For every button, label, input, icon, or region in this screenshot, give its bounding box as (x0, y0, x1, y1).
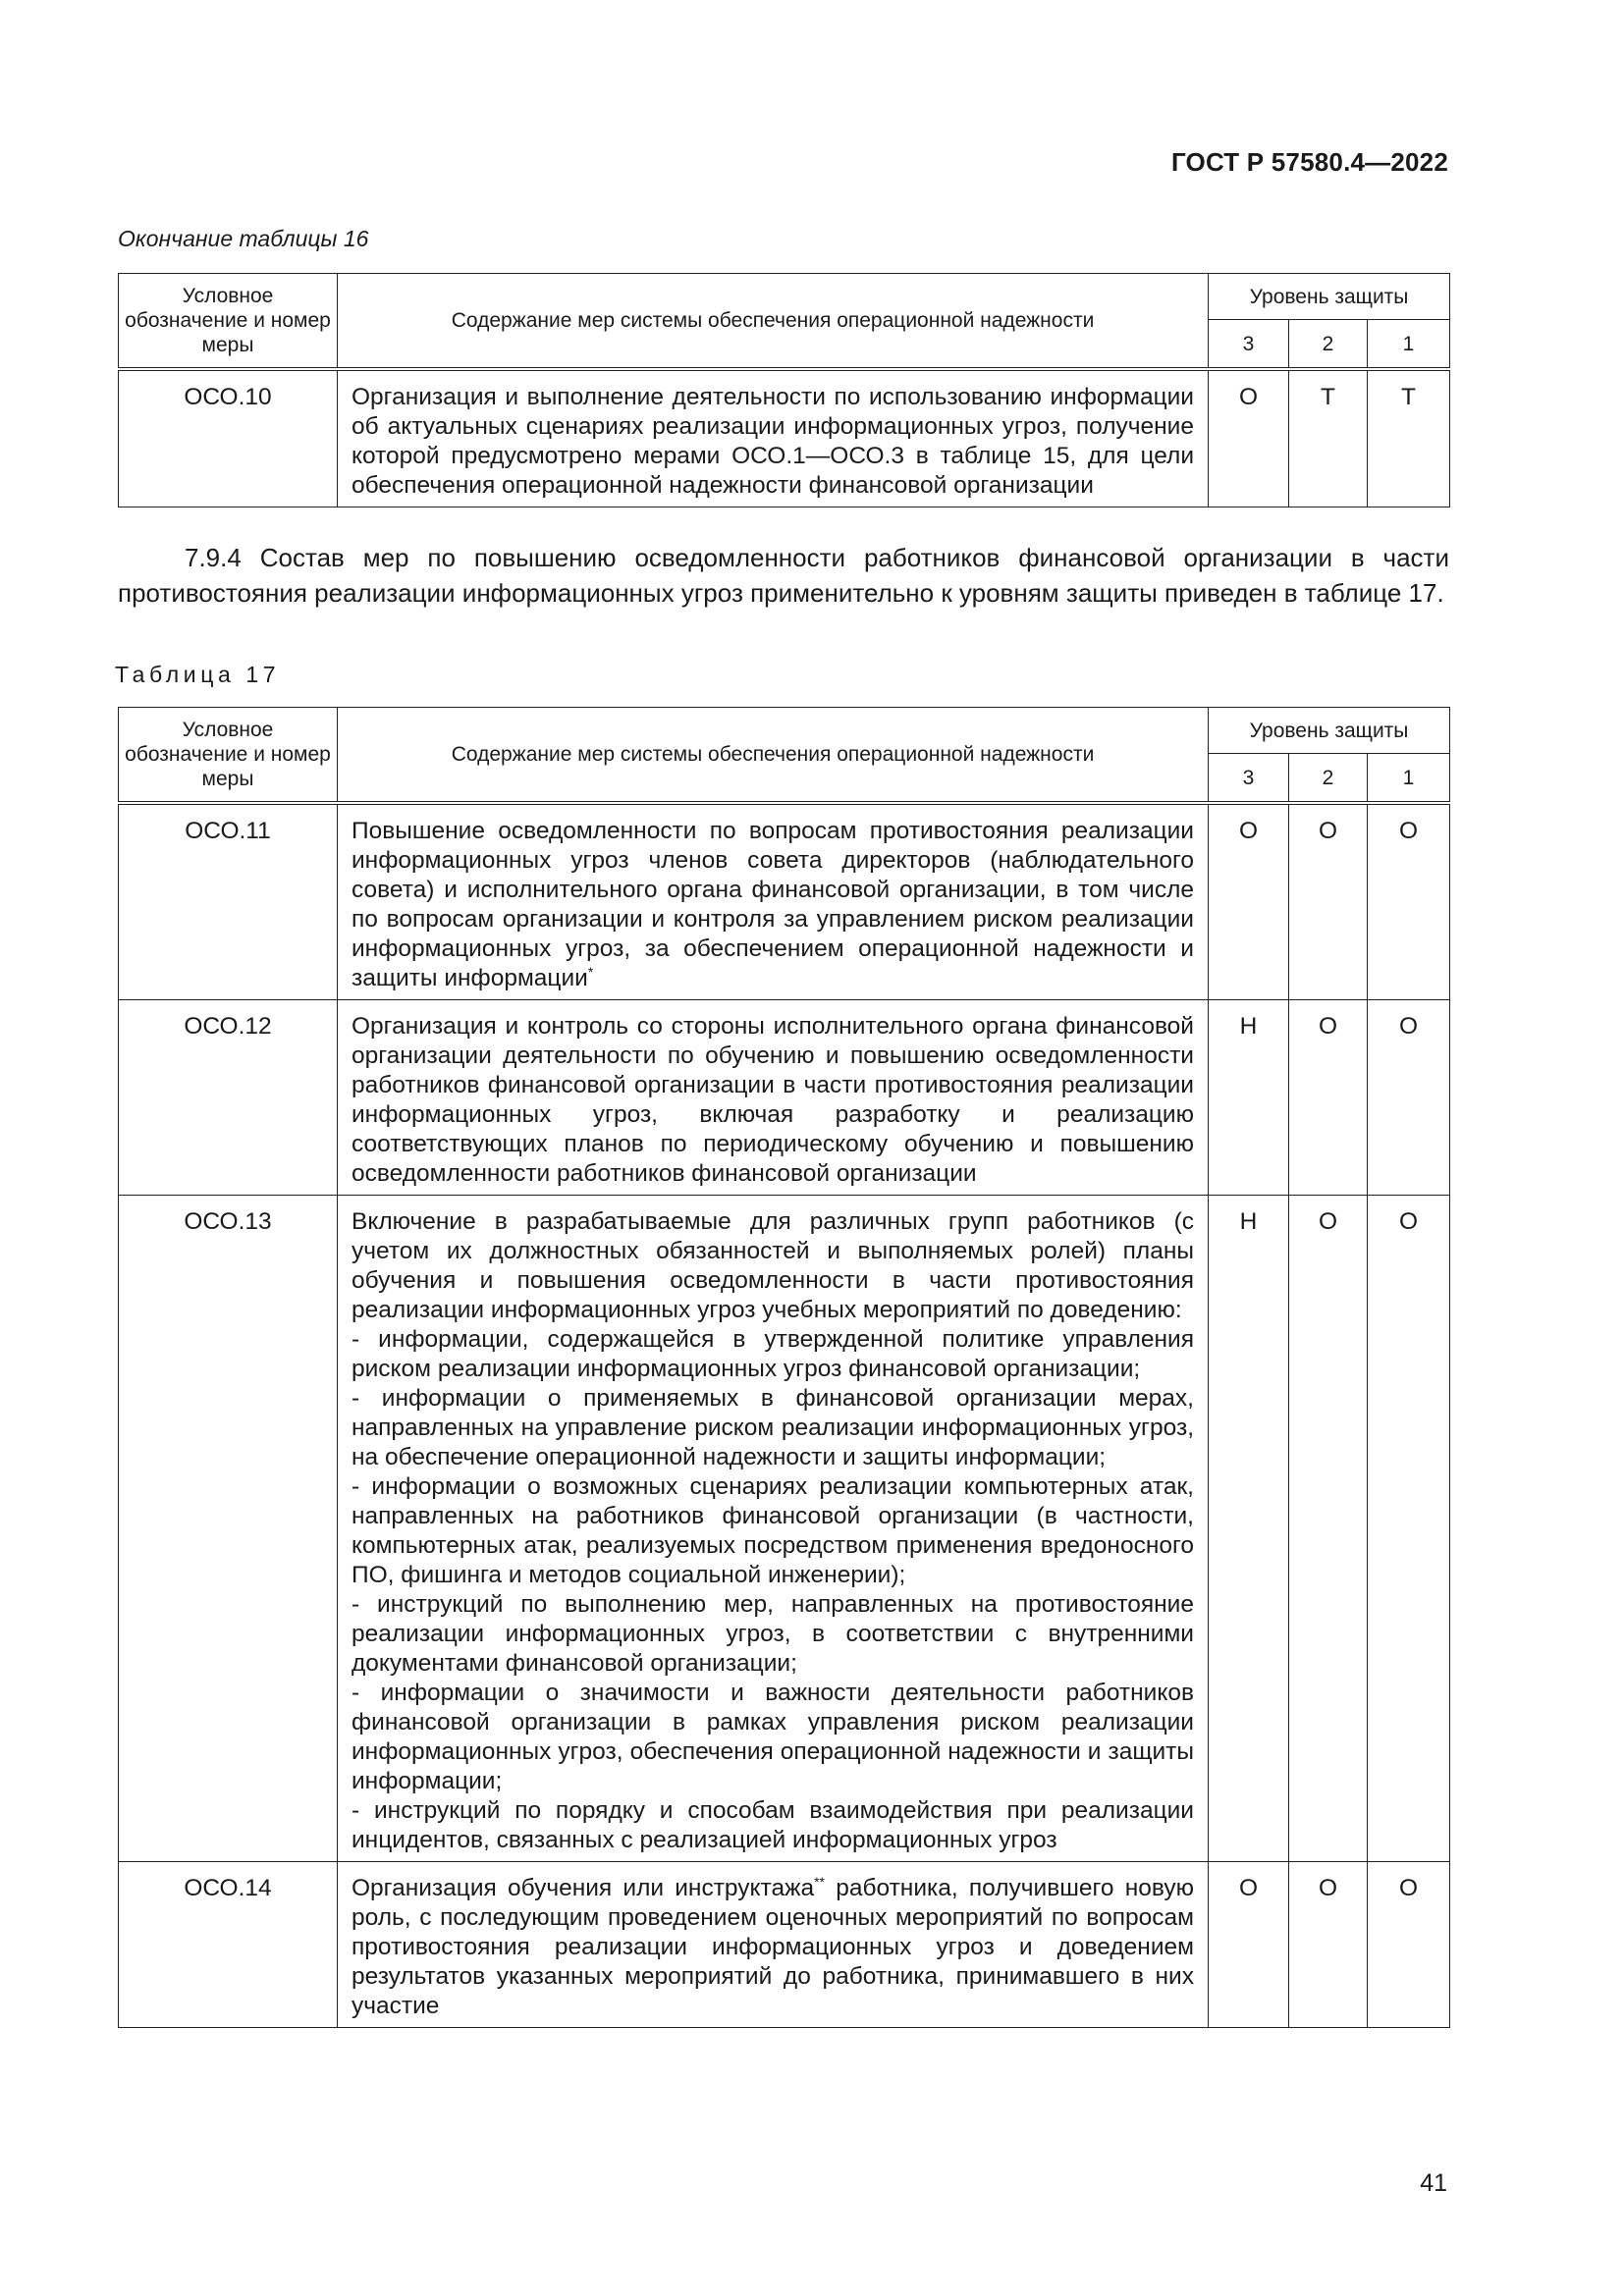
header-levels-group: Уровень защиты (1209, 274, 1450, 320)
level-3-value: О (1209, 369, 1289, 507)
measure-code: ОСО.14 (119, 1862, 338, 2028)
level-2-value: О (1289, 803, 1368, 1000)
level-1-value: О (1368, 803, 1450, 1000)
table-row (119, 1000, 1450, 1196)
level-3-value: Н (1209, 1196, 1289, 1862)
header-code: Условное обозначение и номер меры (119, 274, 338, 370)
section-text: 7.9.4 Состав мер по повышению осведомленности работников финансовой организации в части противостояния реализации информационных угроз применительно к уровням защиты приведен в таблице 17. (118, 543, 1449, 608)
footnote-marker: ** (814, 1873, 826, 1890)
content-list-item: - инструкций по порядку и способам взаимодействия при реализации инцидентов, связанных с реализацией информационных угроз (352, 1797, 1194, 1853)
table16-caption: Окончание таблицы 16 (118, 226, 369, 251)
page-number: 41 (1420, 2169, 1447, 2197)
table-row (119, 803, 1450, 1000)
header-level-3: 3 (1209, 754, 1289, 804)
level-3-value: О (1209, 1862, 1289, 2028)
level-2-value: Т (1289, 369, 1368, 507)
header-level-2: 2 (1289, 320, 1368, 370)
level-2-value: О (1289, 1196, 1368, 1862)
content-list-item: - инструкций по выполнению мер, направленных на противостояние реализации информационных угроз, в соответствии с внутренними документами финансовой организации; (352, 1591, 1194, 1677)
measure-content-text: Повышение осведомленности по вопросам противостояния реализации информационных угроз членов совета директоров (наблюдательного совета) и исполнительного органа финансовой организации, в том числе по вопросам организации и контроля за управлением риском реализации информационных угроз, за обеспечением операционной надежности и защиты информации (352, 818, 1194, 991)
content-list-item: - информации о значимости и важности деятельности работников финансовой организации в рамках управления риском реализации информационных угроз, обеспечения операционной надежности и защиты информации; (352, 1680, 1194, 1794)
document-code: ГОСТ Р 57580.4—2022 (1170, 147, 1448, 177)
measure-content (338, 803, 1209, 1000)
table-row (119, 1196, 1450, 1862)
level-2-value: О (1289, 1862, 1368, 2028)
level-2-value: О (1289, 1000, 1368, 1196)
measure-content (338, 1196, 1209, 1862)
header-levels-group: Уровень защиты (1209, 708, 1450, 754)
content-line: Включение в разрабатываемые для различных групп работников (с учетом их должностных обязанностей и выполняемых ролей) планы обучения и повышения осведомленности в части противостояния реализации информационных угроз учебных мероприятий по доведению: (352, 1208, 1194, 1323)
content-list-item: - информации о возможных сценариях реализации компьютерных атак, направленных на работников финансовой организации (в частности, компьютерных атак, реализуемых посредством применения вредоносного ПО, фишинга и методов социальной инженерии); (352, 1473, 1194, 1588)
level-1-value: О (1368, 1196, 1450, 1862)
measure-code: ОСО.12 (119, 1000, 338, 1196)
content-list-item: - информации о применяемых в финансовой организации мерах, направленных на управление риском реализации информационных угроз, на обеспечение операционной надежности и защиты информации; (352, 1385, 1194, 1470)
measure-content-text: работника, получившего новую роль, с последующим проведением оценочных мероприятий по вопросам противостояния реализации информационных угроз и доведением результатов указанных мероприятий до работника, принимавшего в них участие (352, 1875, 1194, 2019)
section-paragraph (118, 540, 1449, 611)
table-row (119, 1862, 1450, 2028)
measure-code: ОСО.11 (119, 803, 338, 1000)
level-3-value: Н (1209, 1000, 1289, 1196)
content-list-item: - информации, содержащейся в утвержденной политике управления риском реализации информационных угроз финансовой организации; (352, 1326, 1194, 1382)
measure-content: Организация и выполнение деятельности по использованию информации об актуальных сценариях реализации информационных угроз, получение которой предусмотрено мерами ОСО.1—ОСО.3 в таблице 15, для цели обеспечения операционной надежности финансовой организации (338, 369, 1209, 507)
table-17 (118, 707, 1450, 2028)
table-row (119, 369, 1450, 507)
measure-code: ОСО.10 (119, 369, 338, 507)
header-level-2: 2 (1289, 754, 1368, 804)
footnote-marker: * (587, 963, 594, 980)
level-1-value: О (1368, 1862, 1450, 2028)
header-content: Содержание мер системы обеспечения операционной надежности (338, 274, 1209, 370)
table-16 (118, 273, 1450, 507)
table17-caption: Таблица 17 (115, 662, 281, 687)
header-content: Содержание мер системы обеспечения операционной надежности (338, 708, 1209, 804)
header-level-1: 1 (1368, 754, 1450, 804)
level-1-value: О (1368, 1000, 1450, 1196)
header-code: Условное обозначение и номер меры (119, 708, 338, 804)
header-level-3: 3 (1209, 320, 1289, 370)
measure-content (338, 1862, 1209, 2028)
header-level-1: 1 (1368, 320, 1450, 370)
measure-code: ОСО.13 (119, 1196, 338, 1862)
level-1-value: Т (1368, 369, 1450, 507)
level-3-value: О (1209, 803, 1289, 1000)
measure-content-text: Организация обучения или инструктажа (352, 1875, 815, 1901)
measure-content: Организация и контроль со стороны исполнительного органа финансовой организации деятельности по обучению и повышению осведомленности работников финансовой организации в части противостояния реализации информационных угроз, включая разработку и реализацию соответствующих планов по периодическому обучению и повышению осведомленности работников финансовой организации (338, 1000, 1209, 1196)
